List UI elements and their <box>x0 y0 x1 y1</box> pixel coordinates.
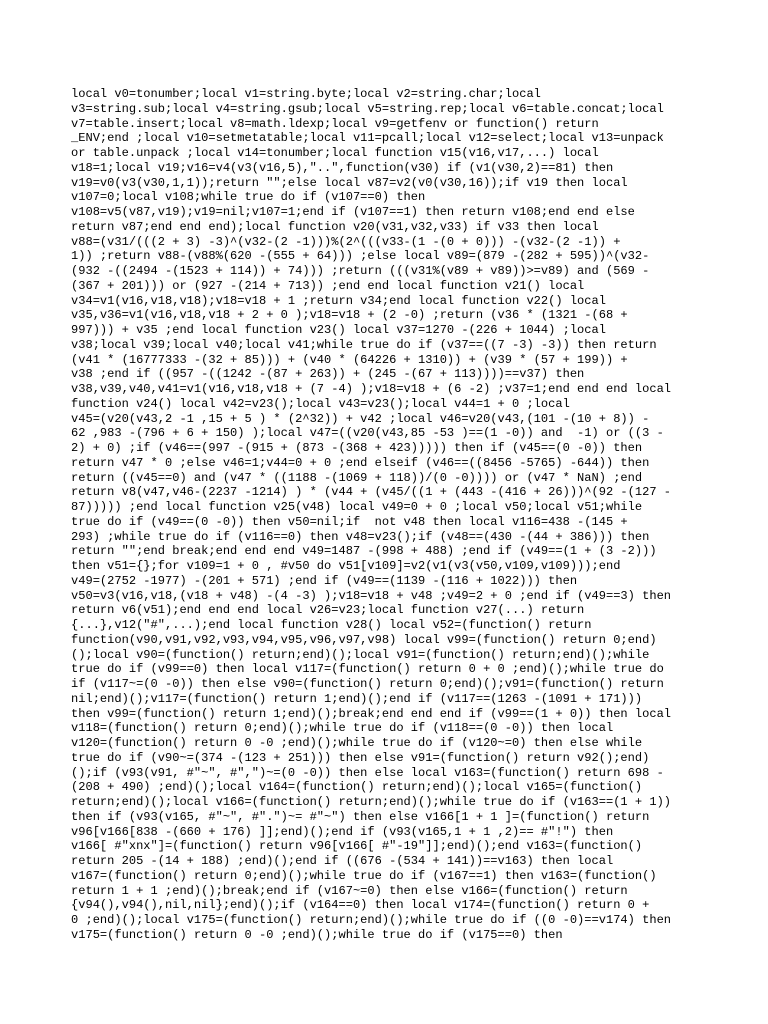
code-line: local v0=tonumber;local v1=string.byte;local v2=string.char;local <box>71 87 541 101</box>
code-line: (367 + 201))) or (927 -(214 + 713)) ;end end local function v21() local <box>71 278 585 293</box>
code-line: function v24() local v42=v23();local v43=v23();local v44=1 + 0 ;local <box>71 396 570 411</box>
code-line: 87))))) ;end local function v25(v48) local v49=0 + 0 ;local v50;local v51;while <box>71 500 643 514</box>
code-line: v7=table.insert;local v8=math.ldexp;local v9=getfenv or function() return <box>71 116 599 131</box>
code-line: 0 ;end)();local v175=(function() return;end)();while true do if ((0 -0)==v174) then <box>71 913 672 927</box>
code-line: return v8(v47,v46-(2237 -1214) ) * (v44 + (v45/((1 + (443 -(416 + 26)))^(92 -(127 - <box>71 485 672 500</box>
code-line: v50=v3(v16,v18,(v18 + v48) -(4 -3) );v18=v18 + v48 ;v49=2 + 0 ;end if (v49==3) then <box>71 588 672 603</box>
code-line: return 205 -(14 + 188) ;end)();end if ((676 -(534 + 141))==v163) then local <box>71 854 614 868</box>
code-line: return v47 * 0 ;else v46=1;v44=0 + 0 ;end elseif (v46==((8456 -5765) -644)) then <box>71 455 650 470</box>
code-line: v38 ;end if ((957 -((1242 -(87 + 263)) + (245 -(67 + 113))))==v37) then <box>71 367 585 382</box>
code-line: return ((v45==0) and (v47 * ((1188 -(1069 + 118))/(0 -0)))) or (v47 * NaN) ;end <box>71 470 643 485</box>
code-line: v35,v36=v1(v16,v18,v18 + 2 + 0 );v18=v18 + (2 -0) ;return (v36 * (1321 -(68 + <box>71 308 628 323</box>
code-line: function(v90,v91,v92,v93,v94,v95,v96,v97,v98) local v99=(function() return 0;end) <box>71 632 657 647</box>
code-line: nil;end)();v117=(function() return 1;end)();end if (v117==(1263 -(1091 + 171))) <box>71 691 643 706</box>
code-line: v19=v0(v3(v30,1,1));return "";else local v87=v2(v0(v30,16));if v19 then local <box>71 175 628 190</box>
code-line: return;end)();local v166=(function() return;end)();while true do if (v163==(1 + 1)) <box>71 795 672 809</box>
code-line: return v87;end end end);local function v20(v31,v32,v33) if v33 then local <box>71 219 599 234</box>
code-line: v88=(v31/(((2 + 3) -3)^(v32-(2 -1)))%(2^(((v33-(1 -(0 + 0))) -(v32-(2 -1)) + <box>71 234 621 249</box>
code-line: {...},v12("#",...);end local function v28() local v52=(function() return <box>71 618 592 632</box>
code-line: v118=(function() return 0;end)();while true do if (v118==(0 -0)) then local <box>71 721 614 736</box>
code-line: v120=(function() return 0 -0 ;end)();while true do if (v120~=0) then else while <box>71 736 643 750</box>
code-line: (v41 * (16777333 -(32 + 85))) + (v40 * (64226 + 1310)) + (v39 * (57 + 199)) + <box>71 352 628 367</box>
code-line: then if (v93(v165, #"~", #".")~= #"~") then else v166[1 + 1 ]=(function() return <box>71 809 650 824</box>
code-line: return v6(v51);end end end local v26=v23;local function v27(...) return <box>71 603 585 618</box>
code-line: {v94(),v94(),nil,nil};end)();if (v164==0) then local v174=(function() return 0 + <box>71 898 650 913</box>
code-line: _ENV;end ;local v10=setmetatable;local v11=pcall;local v12=select;local v13=unpack <box>71 131 664 146</box>
code-line: v175=(function() return 0 -0 ;end)();while true do if (v175==0) then <box>71 927 563 942</box>
code-line: 1)) ;return v88-(v88%(620 -(555 + 64))) ;else local v89=(879 -(282 + 595))^(v32- <box>71 249 650 264</box>
code-line: 293) ;while true do if (v116==0) then v48=v23();if (v48==(430 -(44 + 386))) then <box>71 529 650 544</box>
code-line: 997))) + v35 ;end local function v23() local v37=1270 -(226 + 1044) ;local <box>71 323 606 337</box>
code-line: then v99=(function() return 1;end)();break;end end end if (v99==(1 + 0)) then local <box>71 706 672 721</box>
code-line: 62 ,983 -(796 + 6 + 150) );local v47=((v20(v43,85 -53 )==(1 -0)) and -1) or ((3 - <box>71 426 664 441</box>
code-line: return "";end break;end end end v49=1487 -(998 + 488) ;end if (v49==(1 + (3 -2))) <box>71 544 657 559</box>
code-line: v167=(function() return 0;end)();while true do if (v167==1) then v163=(function() <box>71 868 657 883</box>
code-line: 2) + 0) ;if (v46==(997 -(915 + (873 -(368 + 423))))) then if (v45==(0 -0)) then <box>71 441 643 455</box>
code-line: return 1 + 1 ;end)();break;end if (v167~=0) then else v166=(function() return <box>71 883 628 898</box>
code-line: v166[ #"xnx"]=(function() return v96[v166[ #"-19"]];end)();end v163=(function() <box>71 839 643 854</box>
code-line: v18=1;local v19;v16=v4(v3(v16,5),"..",function(v30) if (v1(v30,2)==81) then <box>71 160 614 175</box>
code-line: then v51={};for v109=1 + 0 , #v50 do v51[v109]=v2(v1(v3(v50,v109,v109)));end <box>71 559 621 573</box>
code-line: ();local v90=(function() return;end)();local v91=(function() return;end)();while <box>71 647 650 662</box>
code-line: v45=(v20(v43,2 -1 ,15 + 5 ) * (2^32)) + v42 ;local v46=v20(v43,(101 -(10 + 8)) - <box>71 411 650 426</box>
code-line: if (v117~=(0 -0)) then else v90=(function() return 0;end)();v91=(function() return <box>71 677 664 691</box>
code-line: v3=string.sub;local v4=string.gsub;local v5=string.rep;local v6=table.concat;local <box>71 101 664 116</box>
code-line: v96[v166[838 -(660 + 176) ]];end)();end if (v93(v165,1 + 1 ,2)== #"!") then <box>71 824 614 839</box>
code-line: true do if (v99==0) then local v117=(function() return 0 + 0 ;end)();while true do <box>71 662 664 677</box>
code-line: (208 + 490) ;end)();local v164=(function() return;end)();local v165=(function() <box>71 780 643 795</box>
code-line: or table.unpack ;local v14=tonumber;local function v15(v16,v17,...) local <box>71 146 599 160</box>
code-block <box>71 87 731 943</box>
code-line: ();if (v93(v91, #"~", #",")~=(0 -0)) then else local v163=(function() return 698 - <box>71 765 664 780</box>
code-line: v34=v1(v16,v18,v18);v18=v18 + 1 ;return v34;end local function v22() local <box>71 293 606 308</box>
code-line: v49=(2752 -1977) -(201 + 571) ;end if (v49==(1139 -(116 + 1022))) then <box>71 573 578 588</box>
code-line: (932 -((2494 -(1523 + 114)) + 74))) ;return (((v31%(v89 + v89))>=v89) and (569 - <box>71 264 650 278</box>
code-line: v107=0;local v108;while true do if (v107==0) then <box>71 190 426 205</box>
code-line: v38,v39,v40,v41=v1(v16,v18,v18 + (7 -4) );v18=v18 + (6 -2) ;v37=1;end end end local <box>71 382 672 396</box>
code-line: v108=v5(v87,v19);v19=nil;v107=1;end if (v107==1) then return v108;end end else <box>71 205 635 219</box>
code-line: true do if (v49==(0 -0)) then v50=nil;if not v48 then local v116=438 -(145 + <box>71 514 628 529</box>
code-line: v38;local v39;local v40;local v41;while true do if (v37==((7 -3) -3)) then return <box>71 337 657 352</box>
code-line: true do if (v90~=(374 -(123 + 251))) then else v91=(function() return v92();end) <box>71 750 650 765</box>
